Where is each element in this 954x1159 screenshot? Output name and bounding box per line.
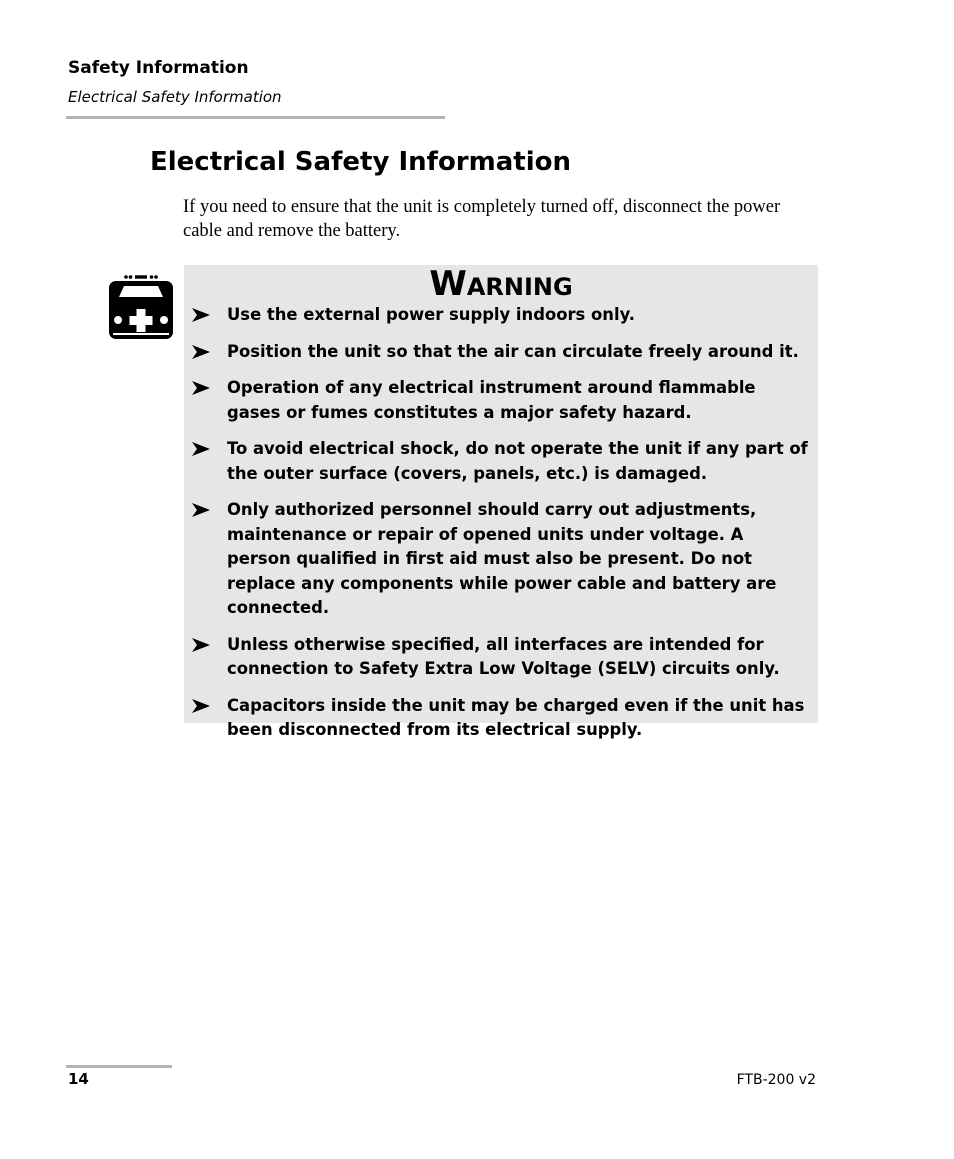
running-header-title: Safety Information [68,58,249,78]
arrow-bullet-icon [192,381,210,395]
arrow-bullet-icon [192,308,210,322]
warning-item-text: Unless otherwise specified, all interfaces are intended for connection to Safety Extra Low Voltage (SELV) circuits only. [227,634,780,678]
document-id: FTB-200 v2 [736,1072,816,1088]
warning-item-text: Use the external power supply indoors only. [227,305,635,324]
warning-item [184,498,818,621]
warning-item [184,303,818,328]
warning-item-text: To avoid electrical shock, do not operate the unit if any part of the outer surface (covers, panels, etc.) is damaged. [227,439,808,483]
arrow-bullet-icon [192,503,210,517]
warning-box [184,264,818,739]
page-number: 14 [68,1070,89,1088]
warning-title: Warning [429,264,573,304]
warning-item [184,340,818,365]
warning-item-text: Operation of any electrical instrument around flammable gases or fumes constitutes a major safety hazard. [227,378,756,422]
running-header-subtitle: Electrical Safety Information [68,88,282,106]
arrow-bullet-icon [192,699,210,713]
arrow-bullet-icon [192,345,210,359]
warning-item [184,633,818,682]
header-rule [66,116,445,119]
warning-item-text: Position the unit so that the air can circulate freely around it. [227,341,799,361]
warning-item [184,694,818,743]
footer-rule [66,1065,172,1068]
section-title: Electrical Safety Information [150,147,571,177]
warning-item-text: Capacitors inside the unit may be charged even if the unit has been disconnected from its electrical supply. [227,695,805,739]
warning-item [184,376,818,425]
arrow-bullet-icon [192,638,210,652]
arrow-bullet-icon [192,442,210,456]
warning-list [184,303,818,755]
ambulance-icon [107,271,175,341]
intro-paragraph: If you need to ensure that the unit is completely turned off, disconnect the power cable and remove the battery. [183,197,781,241]
warning-item [184,437,818,486]
warning-item-text: Only authorized personnel should carry out adjustments, maintenance or repair of opened units under voltage. A person qualified in first aid must also be present. Do not replace any components while power cable and battery are connected. [227,500,777,617]
